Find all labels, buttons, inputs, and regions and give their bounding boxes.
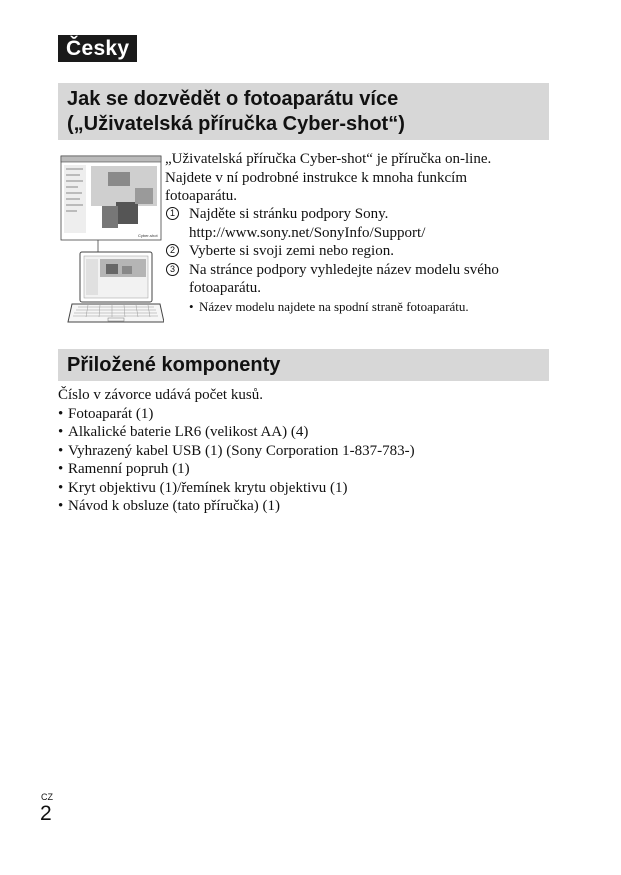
- page-number: 2: [40, 802, 52, 825]
- intro-line: Najdete v ní podrobné instrukce k mnoha funkcím: [165, 169, 468, 186]
- step-number-badge: 2: [166, 244, 179, 257]
- step-text: Na stránce podpory vyhledejte název modelu svého: [189, 261, 499, 278]
- intro-line: „Uživatelská příručka Cyber-shot“ je příručka on-line.: [165, 151, 492, 167]
- model-name-note: [165, 298, 555, 317]
- laptop-sidebar: [86, 259, 98, 295]
- step-text: fotoaparátu.: [189, 280, 262, 296]
- bullet: •: [58, 424, 64, 440]
- intro-line: fotoaparátu.: [165, 188, 238, 204]
- step-3: [165, 261, 555, 298]
- list-item: [58, 479, 558, 498]
- list-item-text: Alkalické baterie LR6 (velikost AA) (4): [68, 424, 309, 440]
- list-item-text: Vyhrazený kabel USB (1) (Sony Corporation 1-837-783-): [68, 442, 415, 459]
- photo-thumb: [116, 202, 138, 224]
- note-text: Název modelu najdete na spodní straně fotoaparátu.: [199, 298, 469, 314]
- photo-thumb: [122, 266, 132, 274]
- photo-thumb: [108, 172, 130, 186]
- bullet: •: [58, 498, 64, 514]
- bullet: •: [58, 461, 64, 477]
- bullet: •: [58, 405, 64, 422]
- step-number-badge: 1: [166, 207, 179, 220]
- list-item-text: Ramenní popruh (1): [68, 461, 190, 477]
- support-url: http://www.sony.net/SonyInfo/Support/: [189, 224, 426, 241]
- step-text: Najděte si stránku podpory Sony.: [189, 206, 389, 222]
- illustration-label: Cyber-shot: [138, 233, 158, 238]
- components-list: [58, 386, 558, 516]
- page-language-code: CZ: [41, 792, 53, 802]
- list-item: [58, 405, 558, 424]
- section-heading-line: Jak se dozvědět o fotoaparátu více: [67, 88, 399, 110]
- step-text: Vyberte si svoji zemi nebo region.: [189, 243, 394, 259]
- list-item: [58, 497, 558, 516]
- bullet: •: [189, 298, 194, 314]
- section-heading-line: („Uživatelská příručka Cyber-shot“): [67, 113, 405, 135]
- list-item-text: Fotoaparát (1): [68, 405, 154, 422]
- list-item-text: Kryt objektivu (1)/řemínek krytu objektivu (1): [68, 479, 348, 496]
- list-item: [58, 423, 558, 442]
- bullet: •: [58, 442, 64, 459]
- section-heading-learn-more: [58, 83, 549, 140]
- list-item-text: Návod k obsluze (tato příručka) (1): [68, 498, 281, 514]
- step-2: [165, 242, 555, 261]
- intro-paragraph: [165, 150, 555, 206]
- section-heading-components: Přiložené komponenty: [58, 349, 549, 381]
- step-1: [165, 205, 555, 242]
- components-intro: Číslo v závorce udává počet kusů.: [58, 387, 263, 403]
- language-tab: Česky: [58, 35, 137, 62]
- list-item: [58, 442, 558, 461]
- step-number-badge: 3: [166, 263, 179, 276]
- photo-thumb: [102, 206, 118, 228]
- browser-titlebar: [61, 156, 161, 162]
- list-item: [58, 460, 558, 479]
- bullet: •: [58, 479, 64, 496]
- photo-thumb: [135, 188, 153, 204]
- photo-thumb: [106, 264, 118, 274]
- laptop-manual-illustration: [58, 152, 164, 328]
- steps-list: [165, 205, 555, 316]
